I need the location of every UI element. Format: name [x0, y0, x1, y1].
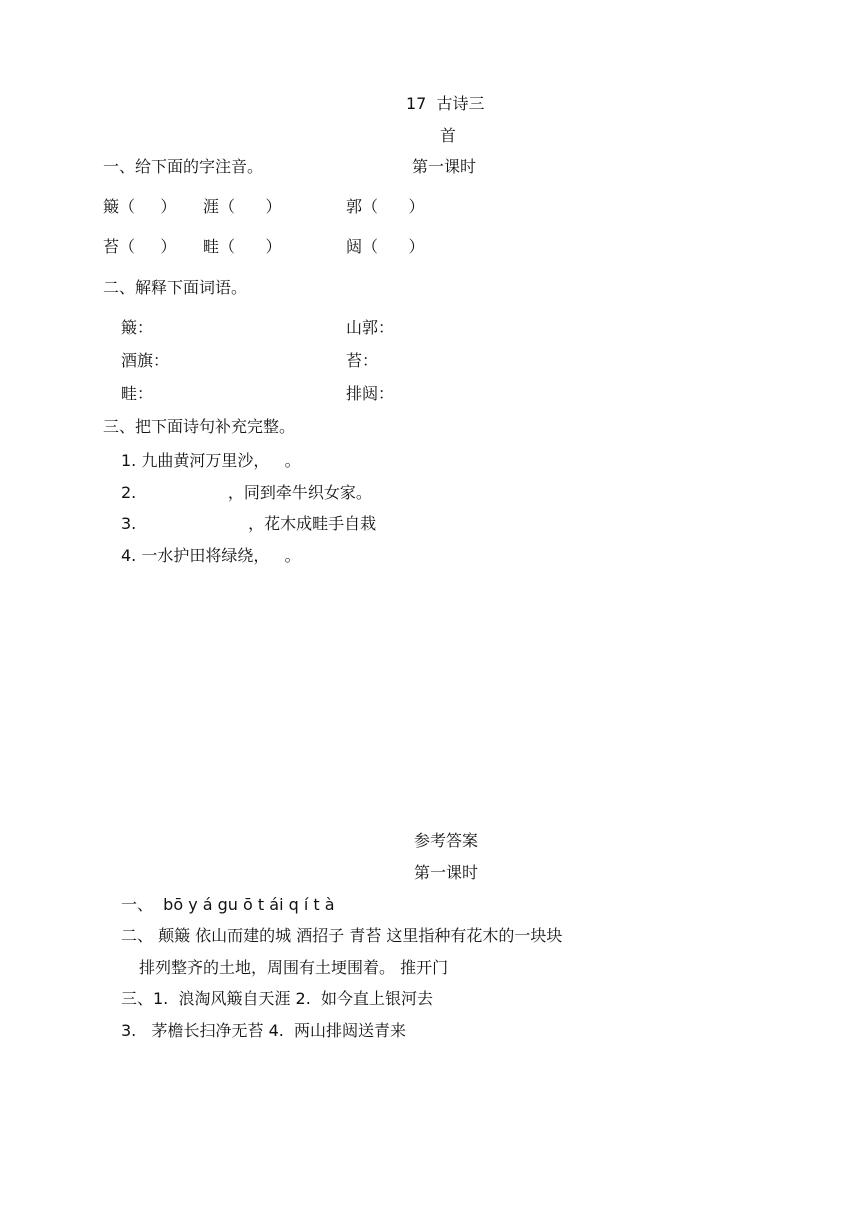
- lesson-label: 第一课时: [412, 157, 477, 176]
- pinyin-item: 畦（ ）: [203, 237, 282, 256]
- answer-line: 一、 bō y á gu ō t ái q í t à: [121, 895, 335, 914]
- answer-line: 三、1. 浪淘风簸自天涯 2. 如今直上银河去: [121, 989, 433, 1008]
- poem-line-item: 4. 一水护田将绿绕， 。: [121, 546, 301, 565]
- section2-heading: 二、解释下面词语。: [103, 278, 248, 297]
- vocab-term: 畦：: [121, 384, 154, 403]
- section3-heading: 三、把下面诗句补充完整。: [103, 417, 296, 436]
- vocab-term: 酒旗：: [121, 351, 170, 370]
- pinyin-item: 涯（ ）: [203, 197, 282, 216]
- answer-line: 排列整齐的土地，周围有土埂围着。 推开门: [139, 958, 449, 977]
- vocab-term: 簸：: [121, 318, 154, 337]
- vocab-term: 排闼：: [346, 384, 395, 403]
- pinyin-item: 苔（ ）: [103, 237, 177, 256]
- vocab-term: 苔：: [346, 351, 379, 370]
- pinyin-item: 闼（ ）: [346, 237, 425, 256]
- page-title-continued: 首: [440, 126, 457, 145]
- pinyin-item: 簸（ ）: [103, 197, 177, 216]
- poem-line-item: 1. 九曲黄河万里沙， 。: [121, 451, 301, 470]
- answer-line: 3. 茅檐长扫净无苔 4. 两山排闼送青来: [121, 1021, 407, 1040]
- page-title: 17 古诗三: [406, 94, 485, 113]
- answer-lesson-label: 第一课时: [414, 863, 479, 882]
- pinyin-item: 郭（ ）: [346, 197, 425, 216]
- answer-line: 二、 颠簸 依山而建的城 酒招子 青苔 这里指种有花木的一块块: [121, 926, 563, 945]
- vocab-term: 山郭：: [346, 318, 395, 337]
- poem-line-item: 3. ，花木成畦手自栽: [121, 514, 377, 533]
- poem-line-item: 2. ，同到牵牛织女家。: [121, 483, 372, 502]
- section1-heading: 一、给下面的字注音。: [103, 157, 264, 176]
- answer-key-heading: 参考答案: [414, 831, 479, 850]
